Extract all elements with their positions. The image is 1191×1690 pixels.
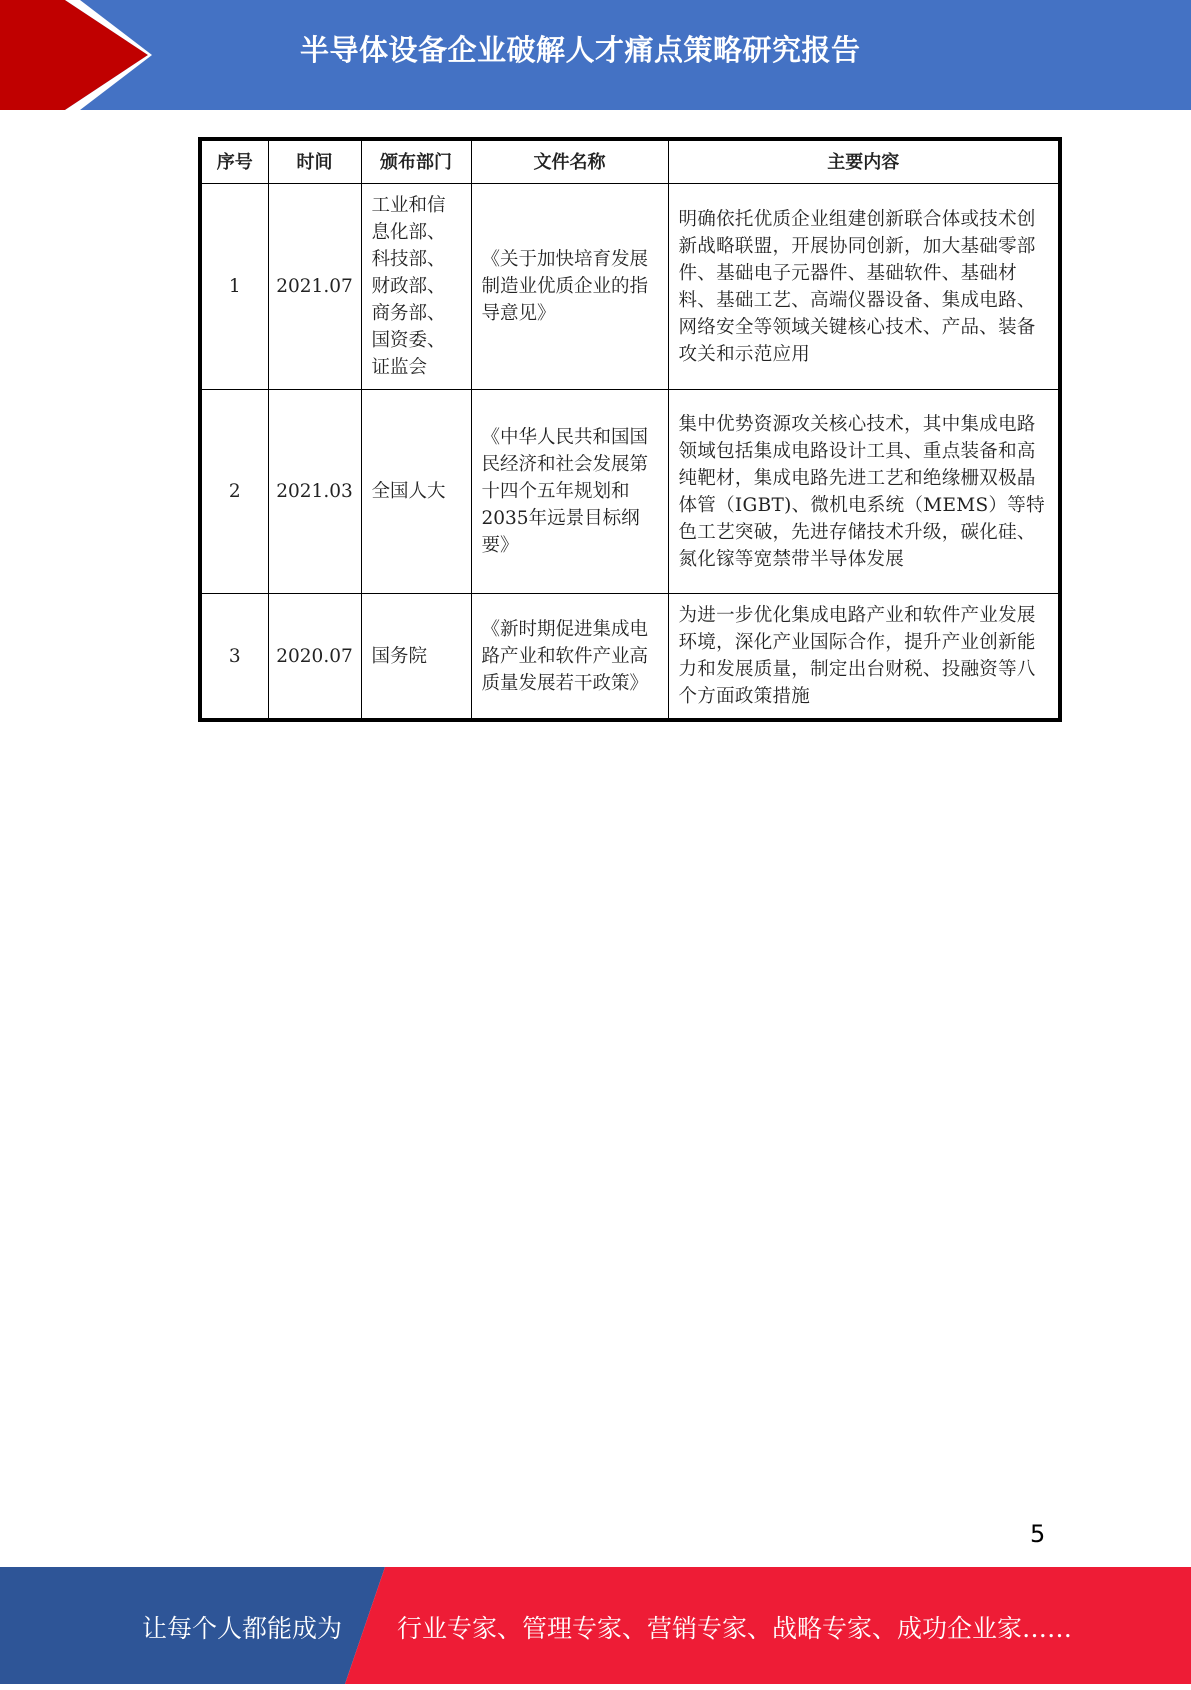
row-dept: 全国人大 — [361, 390, 471, 594]
row-date: 2021.03 — [268, 390, 361, 594]
table-row — [200, 184, 1060, 390]
row-num: 2 — [200, 390, 268, 594]
policy-table — [198, 137, 1062, 722]
page-number: 5 — [1030, 1520, 1046, 1548]
table-row — [200, 390, 1060, 594]
page-header — [0, 0, 1191, 110]
row-dept: 国务院 — [361, 594, 471, 721]
header-chevron-decoration — [0, 0, 160, 110]
header-num: 序号 — [200, 139, 268, 184]
row-date: 2021.07 — [268, 184, 361, 390]
row-name: 《中华人民共和国国民经济和社会发展第十四个五年规划和2035年远景目标纲要》 — [471, 390, 668, 594]
page-footer — [0, 1567, 1191, 1684]
row-name: 《新时期促进集成电路产业和软件产业高质量发展若干政策》 — [471, 594, 668, 721]
row-content: 集中优势资源攻关核心技术，其中集成电路领域包括集成电路设计工具、重点装备和高纯靶材，集成电路先进工艺和绝缘栅双极晶体管（IGBT)、微机电系统（MEMS）等特色工艺突破，先进存储技术升级，碳化硅、氮化镓等宽禁带半导体发展 — [668, 390, 1060, 594]
header-dept: 颁布部门 — [361, 139, 471, 184]
table-row — [200, 594, 1060, 721]
row-num: 1 — [200, 184, 268, 390]
header-content: 主要内容 — [668, 139, 1060, 184]
report-title: 半导体设备企业破解人才痛点策略研究报告 — [300, 33, 861, 67]
table-header-row — [200, 139, 1060, 184]
footer-slogan-right: 行业专家、管理专家、营销专家、战略专家、成功企业家…… — [397, 1614, 1073, 1643]
row-content: 为进一步优化集成电路产业和软件产业发展环境，深化产业国际合作，提升产业创新能力和发展质量，制定出台财税、投融资等八个方面政策措施 — [668, 594, 1060, 721]
row-content: 明确依托优质企业组建创新联合体或技术创新战略联盟，开展协同创新，加大基础零部件、基础电子元器件、基础软件、基础材料、基础工艺、高端仪器设备、集成电路、网络安全等领域关键核心技术、产品、装备攻关和示范应用 — [668, 184, 1060, 390]
row-dept: 工业和信息化部、科技部、财政部、商务部、国资委、证监会 — [361, 184, 471, 390]
header-name: 文件名称 — [471, 139, 668, 184]
row-name: 《关于加快培育发展制造业优质企业的指导意见》 — [471, 184, 668, 390]
footer-slogan-left: 让每个人都能成为 — [142, 1614, 343, 1643]
row-num: 3 — [200, 594, 268, 721]
row-date: 2020.07 — [268, 594, 361, 721]
header-date: 时间 — [268, 139, 361, 184]
